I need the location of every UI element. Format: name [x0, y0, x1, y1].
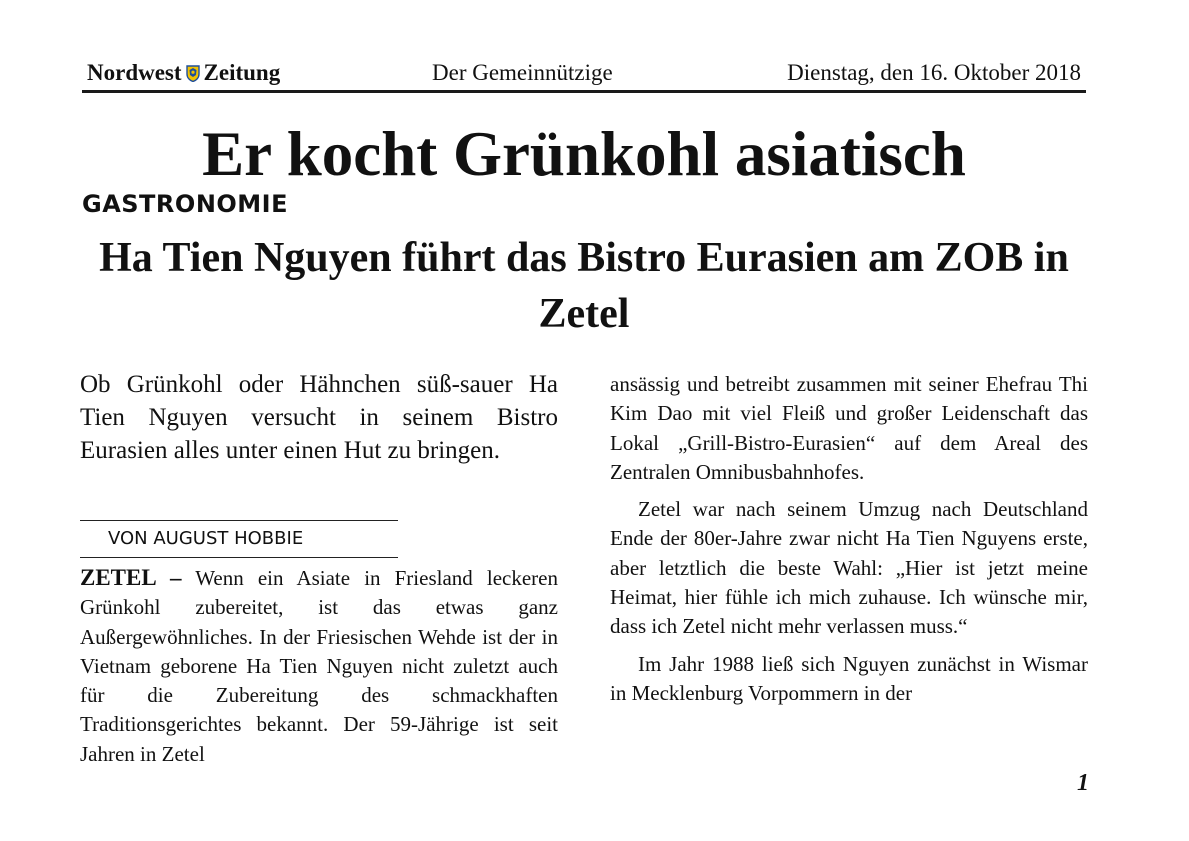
- byline-text: VON AUGUST HOBBIE: [108, 528, 304, 549]
- kicker: GASTRONOMIE: [82, 190, 289, 218]
- byline: [80, 520, 398, 558]
- brand-name-right: Zeitung: [203, 60, 281, 85]
- body-paragraph-1: ansässig und betreibt zusammen mit seiner Ehefrau Thi Kim Dao mit viel Fleiß und großer Leidenschaft das Lokal „Grill-Bistro-Eurasien“ auf dem Areal des Zentralen Omnibusbahnhofes.: [610, 372, 1088, 484]
- article-column-right: [610, 370, 1088, 708]
- crest-icon: [186, 65, 200, 82]
- body-paragraph-3: Im Jahr 1988 ließ sich Nguyen zunächst in Wismar in Mecklenburg Vorpommern in der: [610, 651, 1088, 705]
- newspaper-brand: [87, 60, 280, 86]
- brand-name-left: Nordwest: [87, 60, 182, 85]
- masthead: [82, 58, 1086, 93]
- page-number: 1: [1077, 770, 1089, 796]
- body-paragraph: [80, 563, 558, 769]
- lead-paragraph: Ob Grünkohl oder Hähnchen süß-sauer Ha Tien Nguyen versucht in seinem Bistro Eurasien alles unter einen Hut zu bringen.: [80, 371, 558, 464]
- article-column-left: [80, 563, 558, 769]
- section-name: Der Gemeinnützige: [432, 60, 613, 85]
- subheadline: Ha Tien Nguyen führt das Bistro Eurasien am ZOB in Zetel: [99, 235, 1069, 337]
- body-text: Wenn ein Asiate in Friesland leckeren Grünkohl zubereitet, ist das etwas ganz Außergewöhnliches. In der Friesischen Wehde ist der in Vietnam geborene Ha Tien Nguyen nicht zuletzt auch für die Zubereitung des schmackhaften Traditionsgerichtes bekannt. Der 59-Jährige ist seit Jahren in Zetel: [80, 566, 559, 766]
- dateline: ZETEL –: [80, 565, 182, 590]
- headline: Er kocht Grünkohl asiatisch: [202, 119, 966, 189]
- body-paragraph-2: Zetel war nach seinem Umzug nach Deutschland Ende der 80er-Jahre zwar nicht Ha Tien Nguyens erste, aber letztlich die beste Wahl: „Hier ist jetzt meine Heimat, hier fühle ich mich zuhause. Ich wünsche mir, dass ich Zetel nicht mehr verlassen muss.“: [610, 497, 1088, 639]
- issue-date: Dienstag, den 16. Oktober 2018: [787, 60, 1081, 85]
